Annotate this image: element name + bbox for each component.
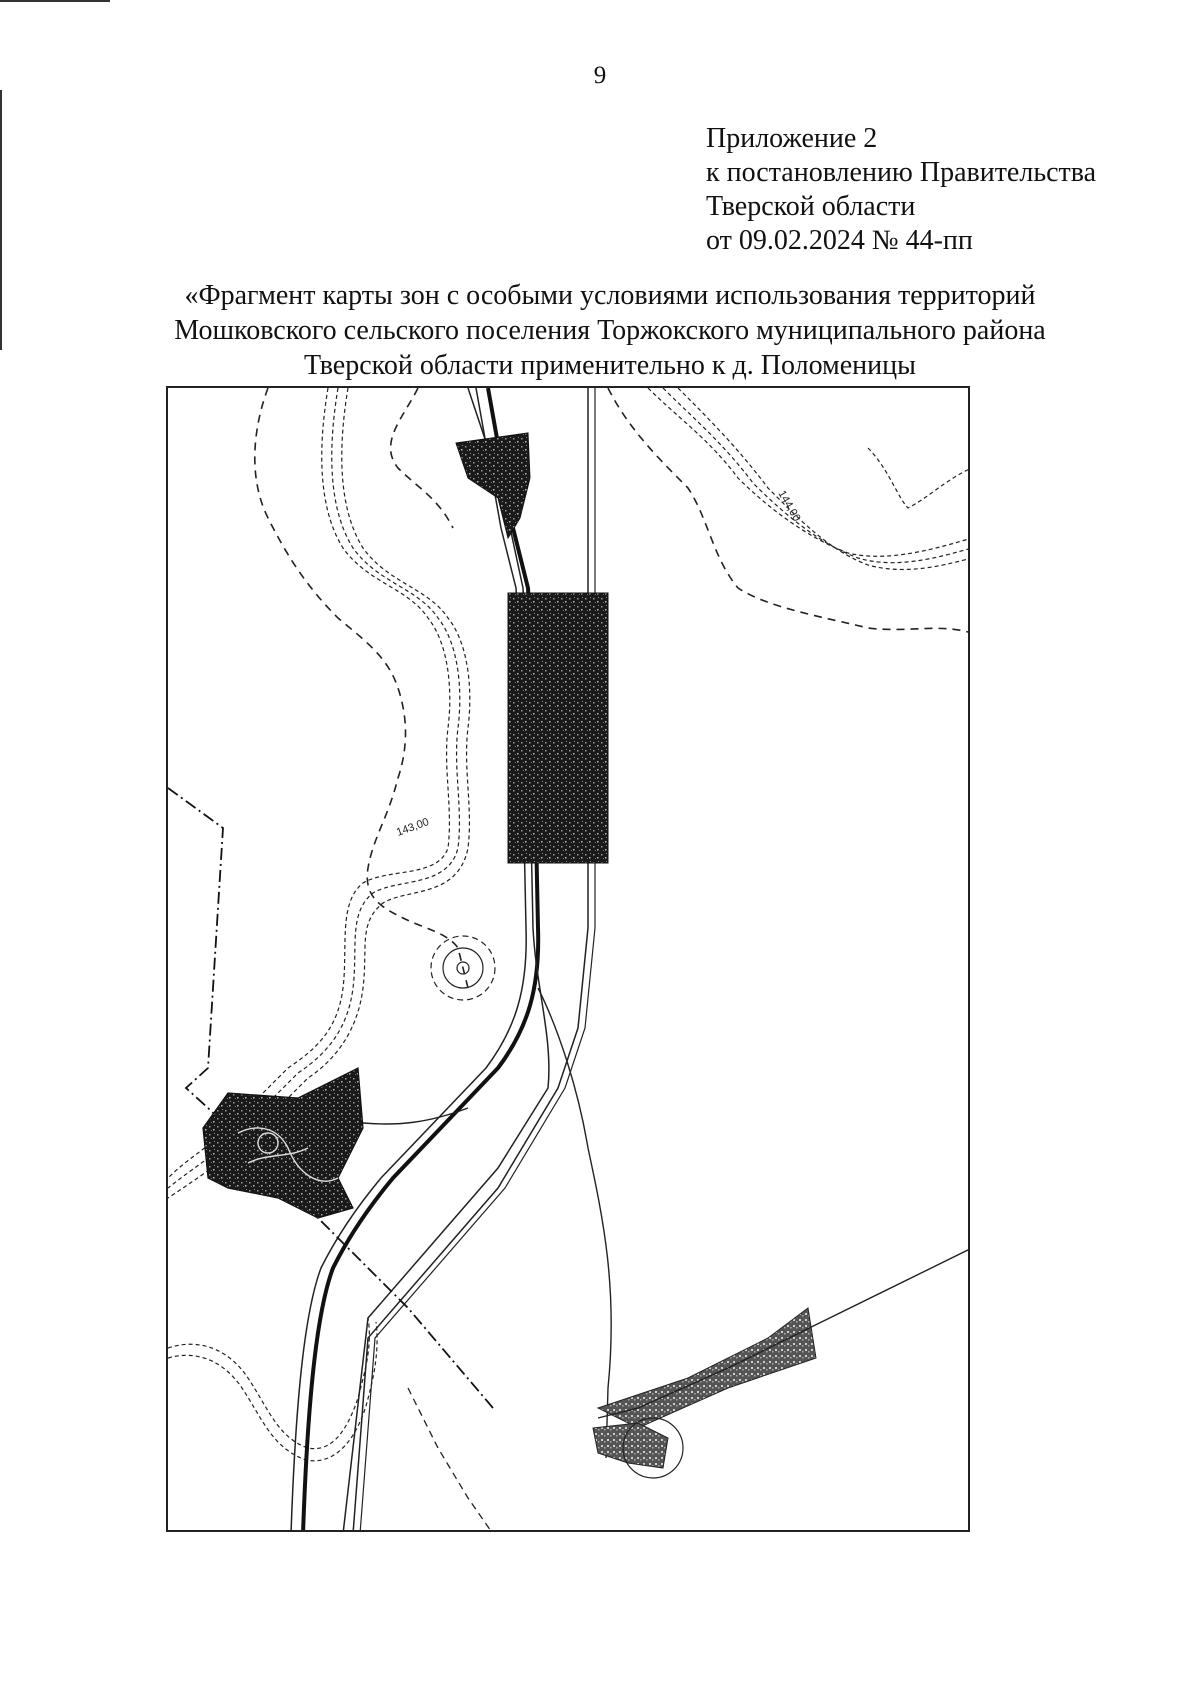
appendix-line-1: Приложение 2 (706, 123, 878, 154)
document-title (150, 278, 1070, 383)
railway-line (303, 388, 538, 1532)
appendix-line-2: к постановлению Правительства (706, 157, 1097, 188)
contour-line-right (648, 388, 970, 569)
title-line-3: Тверской области применительно к д. Поломеницы (304, 350, 916, 381)
settlement-central (508, 593, 608, 863)
railway-line-rail (291, 388, 526, 1532)
zone-boundary-southwest (408, 1388, 493, 1532)
settlement-polomenitsy (203, 1068, 363, 1218)
map-fragment (166, 386, 970, 1532)
appendix-block (706, 122, 1096, 258)
contour-label-top: 144,00 (775, 488, 803, 524)
contour-line-right-loop (868, 448, 970, 508)
title-line-2: Мошковского сельского поселения Торжокского муниципального района (174, 315, 1046, 346)
zone-boundary-mid (391, 388, 453, 528)
contour-label-mid: 143,00 (394, 816, 431, 839)
zone-boundary-left (255, 388, 468, 988)
scan-border-left (0, 90, 2, 350)
contour-line-left (168, 388, 470, 1198)
road-secondary-2 (360, 388, 595, 1532)
map-drawing (168, 388, 970, 1532)
appendix-line-3: Тверской области (706, 191, 916, 222)
page-number: 9 (593, 62, 607, 89)
title-line-1: «Фрагмент карты зон с особыми условиями использования территорий (184, 280, 1036, 311)
road-secondary (353, 388, 588, 1532)
scan-border-top (0, 0, 110, 2)
settlement-south-small (593, 1423, 668, 1468)
contour-line-bottom-left (168, 1318, 377, 1461)
appendix-line-4: от 09.02.2024 № 44-пп (706, 225, 973, 256)
settlement-north (456, 433, 530, 538)
